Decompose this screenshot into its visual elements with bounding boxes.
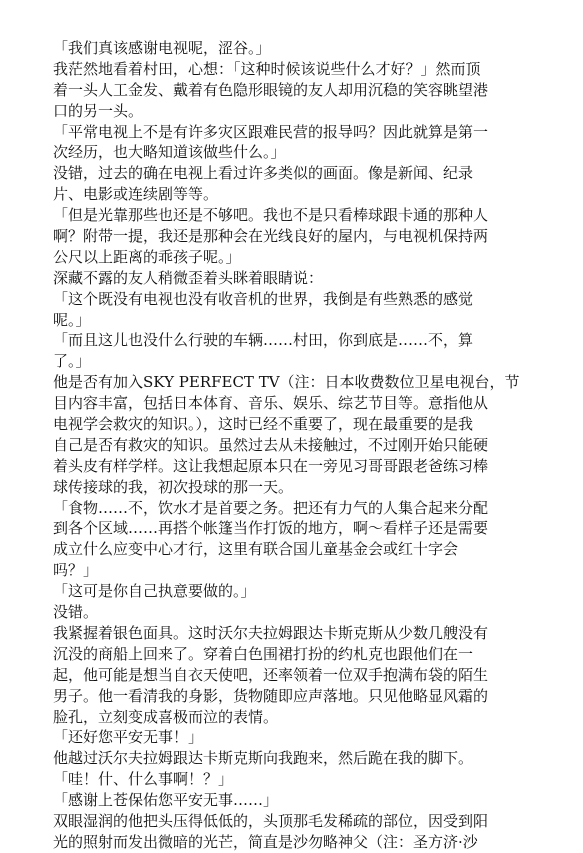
text-line: 「平常电视上不是有许多灾区跟难民营的报导吗？因此就算是第一	[53, 122, 489, 141]
text-line: 深藏不露的友人稍微歪着头眯着眼睛说：	[53, 268, 324, 287]
text-line: 「我们真该感谢电视呢，涩谷。」	[53, 39, 271, 57]
document-page	[53, 38, 549, 853]
text-line: 目内容丰富，包括日本体育、音乐、娱乐、综艺节目等。意指他从	[53, 394, 489, 413]
text-line: 我茫然地看着村田，心想：「这种时候该说些什么才好？」然而顶	[53, 59, 481, 78]
text-line: 「这可是你自己执意要做的。」	[53, 582, 256, 601]
text-line: 啊？附带一提，我还是那种会在光线良好的屋内，与电视机保持两	[53, 227, 489, 246]
text-line: 「食物……不，饮水才是首要之务。把还有力气的人集合起来分配	[53, 498, 489, 517]
text-line: 「哇！什、什么事啊！？」	[53, 770, 234, 789]
text-line: 光的照射而发出微暗的光芒，简直是沙勿略神父（注：圣方济·沙	[53, 832, 478, 851]
text-line: 次经历，也大略知道该做些什么。」	[53, 143, 286, 162]
text-line: 成立什么应变中心才行，这里有联合国儿童基金会或红十字会	[53, 540, 459, 559]
text-line: 电视学会救灾的知识。），这时已经不重要了，现在最重要的是我	[53, 415, 474, 434]
text-line: 沉没的商船上回来了。穿着白色围裙打扮的约札克也跟他们在一	[53, 644, 474, 663]
text-line: 他是否有加入SKY PERFECT TV（注：日本收费数位卫星电视台，节	[53, 373, 520, 392]
text-line: 「但是光靠那些也还是不够吧。我也不是只看棒球跟卡通的那种人	[53, 206, 489, 225]
text-line: 着一头人工金发、戴着有色隐形眼镜的友人却用沉稳的笑容眺望港	[53, 80, 489, 99]
text-line: 我紧握着银色面具。这时沃尔夫拉姆跟达卡斯克斯从少数几艘没有	[53, 623, 489, 642]
text-line: 片、电影或连续剧等等。	[53, 185, 219, 204]
text-line: 起，他可能是想当自衣天使吧，还率领着一位双手抱满布袋的陌生	[53, 665, 489, 684]
text-line: 「这个既没有电视也没有收音机的世界，我倒是有些熟悉的感觉	[53, 289, 474, 308]
text-line: 吗？」	[53, 561, 99, 580]
text-line: 「而且这儿也没什么行驶的车辆……村田，你到底是……不，算	[53, 331, 474, 350]
text-line: 自己是否有救灾的知识。虽然过去从未接触过，不过刚开始只能硬	[53, 435, 489, 454]
text-line: 没错。	[53, 603, 99, 622]
text-line: 球传接球的我，初次投球的那一天。	[53, 477, 294, 496]
text-line: 「感谢上苍保佑您平安无事……」	[53, 791, 279, 810]
text-line: 双眼湿润的他把头压得低低的，头顶那毛发稀疏的部位，因受到阳	[53, 811, 489, 830]
text-line: 呢。」	[53, 310, 91, 329]
text-line: 没错，过去的确在电视上看过许多类似的画面。像是新闻、纪录	[53, 164, 474, 183]
text-line: 公尺以上距离的乖孩子呢。」	[53, 247, 241, 266]
text-line: 了。」	[53, 352, 91, 371]
text-line: 男子。他一看清我的身影，货物随即应声落地。只见他略显风霜的	[53, 686, 489, 705]
text-line: 着头皮有样学样。这让我想起原本只在一旁见习哥哥跟老爸练习棒	[53, 456, 489, 475]
text-line: 到各个区域……再搭个帐篷当作打饭的地方，啊～看样子还是需要	[53, 519, 489, 538]
text-line: 他越过沃尔夫拉姆跟达卡斯克斯向我跑来，然后跪在我的脚下。	[53, 749, 474, 768]
text-line: 口的另一头。	[53, 101, 144, 120]
text-line: 「还好您平安无事！」	[53, 728, 204, 747]
text-line: 脸孔，立刻变成喜极而泣的表情。	[53, 707, 279, 726]
